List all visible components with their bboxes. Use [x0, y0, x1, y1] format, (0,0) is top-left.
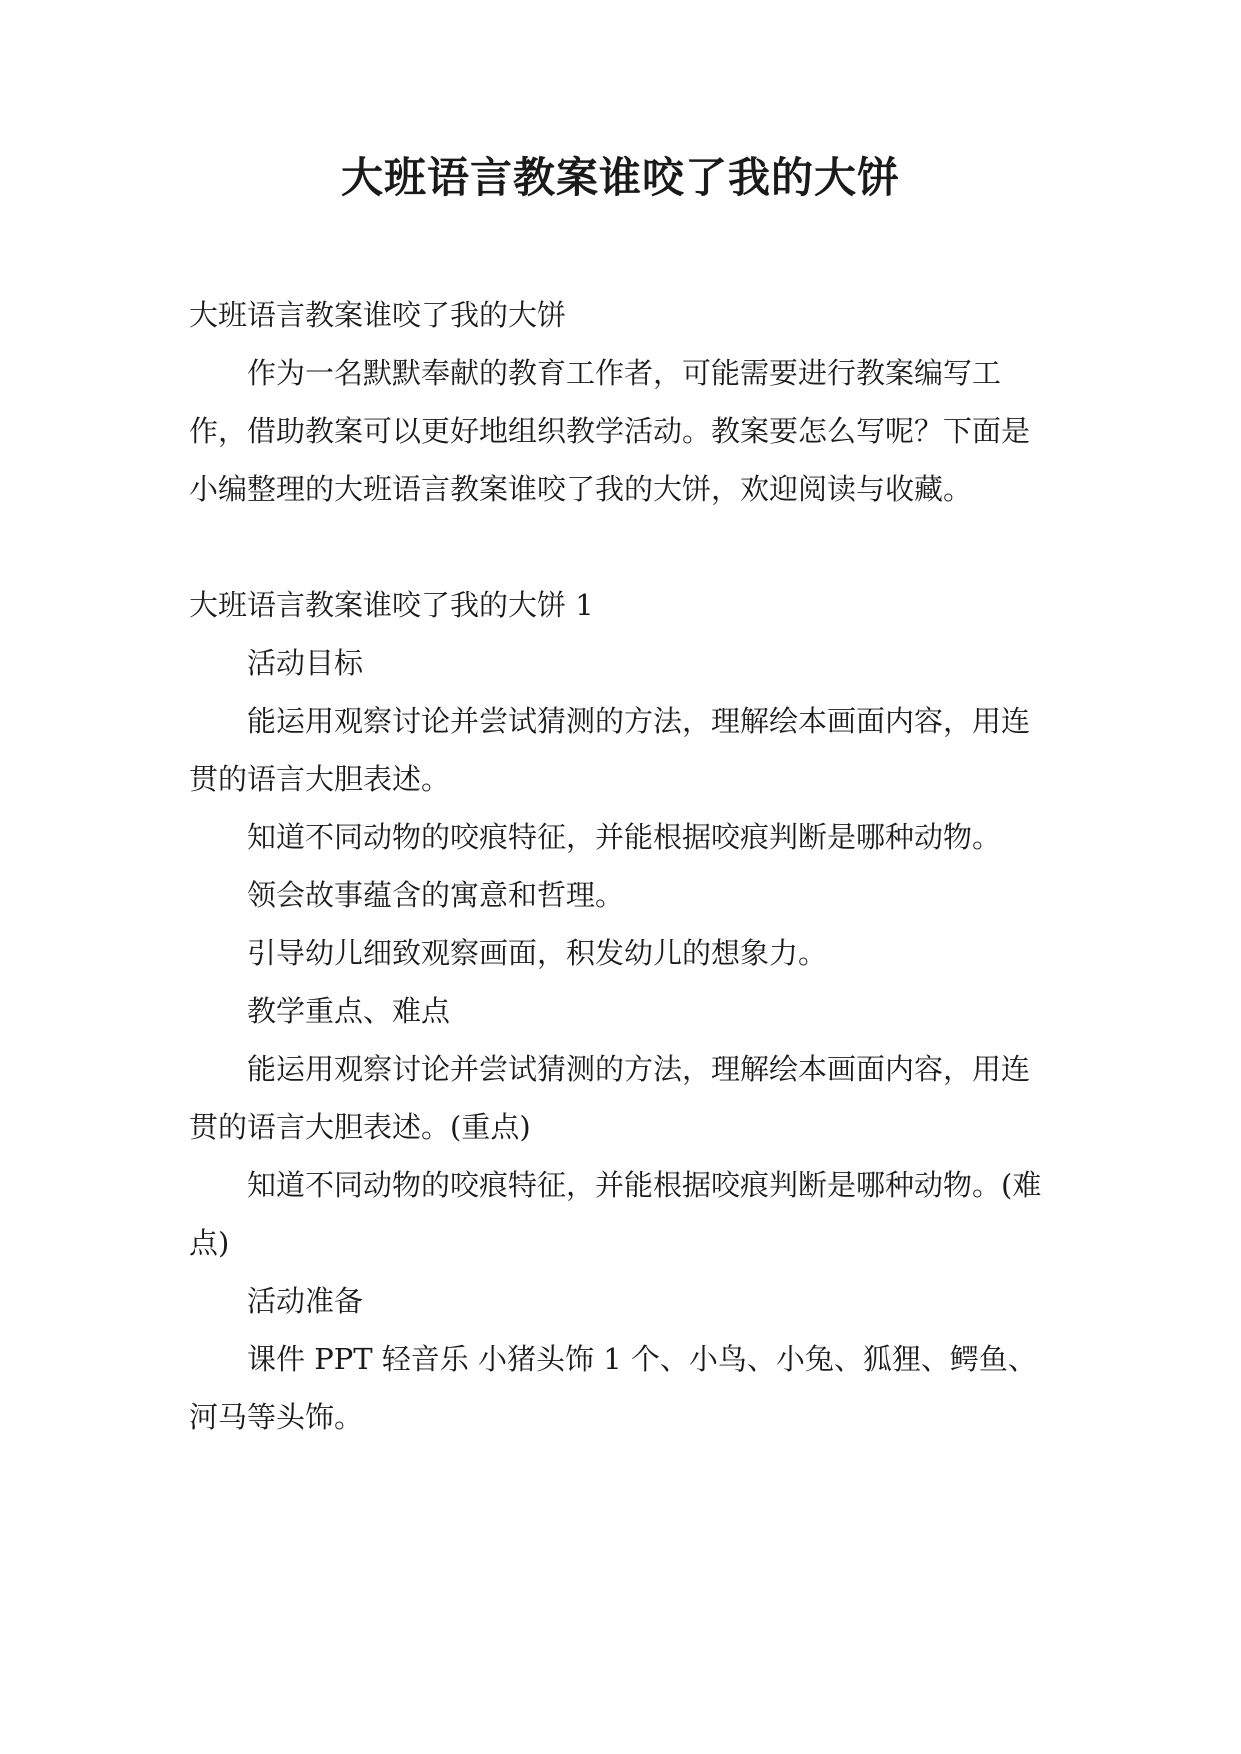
key-point-1: 能运用观察讨论并尝试猜测的方法，理解绘本画面内容，用连贯的语言大胆表述。(重点)	[189, 1052, 1031, 1144]
heading-preparation: 活动准备	[247, 1284, 364, 1318]
goal-item-3: 领会故事蕴含的寓意和哲理。	[247, 878, 625, 912]
goal-item-1: 能运用观察讨论并尝试猜测的方法，理解绘本画面内容，用连贯的语言大胆表述。	[189, 704, 1031, 796]
key-point-2: 知道不同动物的咬痕特征，并能根据咬痕判断是哪种动物。(难点)	[189, 1168, 1042, 1260]
heading-key-points: 教学重点、难点	[247, 994, 451, 1028]
goal-item-4: 引导幼儿细致观察画面，积发幼儿的想象力。	[247, 936, 828, 970]
goal-item-2: 知道不同动物的咬痕特征，并能根据咬痕判断是哪种动物。	[247, 820, 1002, 854]
document-title: 大班语言教案谁咬了我的大饼	[340, 153, 900, 202]
section-heading: 大班语言教案谁咬了我的大饼 1	[189, 588, 594, 622]
paragraph-gap	[189, 518, 1055, 576]
document-body	[189, 286, 1055, 1446]
preparation-item: 课件 PPT 轻音乐 小猪头饰 1 个、小鸟、小兔、狐狸、鳄鱼、河马等头饰。	[189, 1342, 1037, 1434]
intro-paragraph: 作为一名默默奉献的教育工作者，可能需要进行教案编写工作，借助教案可以更好地组织教学活动。教案要怎么写呢？下面是小编整理的大班语言教案谁咬了我的大饼，欢迎阅读与收藏。	[189, 356, 1031, 506]
subtitle-line: 大班语言教案谁咬了我的大饼	[189, 298, 567, 332]
heading-activity-goals: 活动目标	[247, 646, 364, 680]
